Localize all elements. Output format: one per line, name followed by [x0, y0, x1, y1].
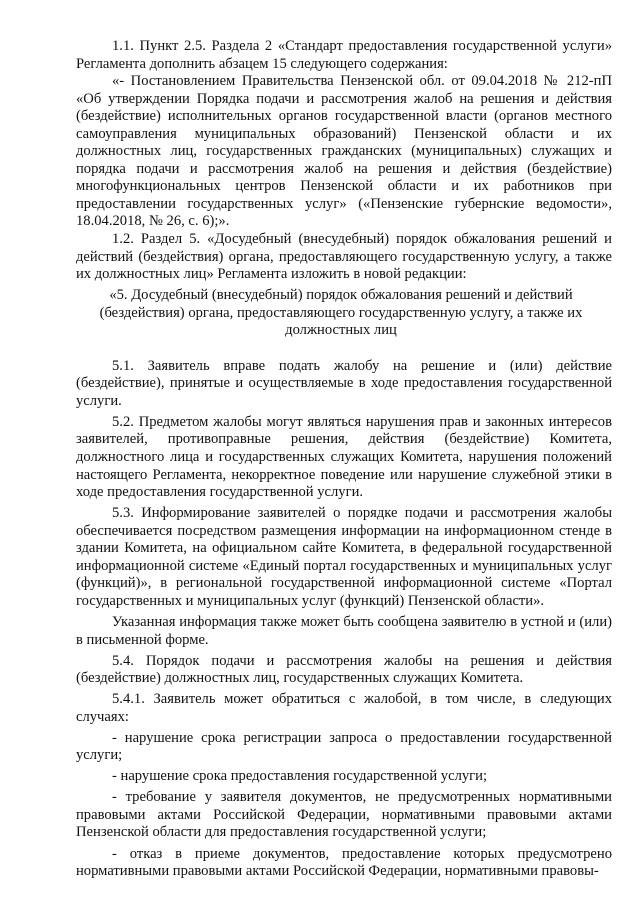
- paragraph-5-3-oral-info: Указанная информация также может быть сообщена заявителю в устной и (или) в письменной форме.: [76, 613, 612, 648]
- list-item-refusal-documents: - отказ в приеме документов, предоставление которых предусмотрено нормативными правовыми актами Российской Федерации, нормативными правовы-: [76, 845, 612, 880]
- section-5-heading: [76, 287, 606, 340]
- paragraph-5-4: 5.4. Порядок подачи и рассмотрения жалобы на решения и действия (бездействие) должностных лиц, государственных служащих Комитета.: [76, 652, 612, 687]
- heading-line-1: «5. Досудебный (внесудебный) порядок обжалования решений и действий: [109, 287, 573, 304]
- list-item-service-deadline: - нарушение срока предоставления государственной услуги;: [112, 768, 488, 785]
- heading-spacer: [76, 340, 612, 358]
- paragraph-1-2: 1.2. Раздел 5. «Досудебный (внесудебный) порядок обжалования решений и действий (бездействия) органа, предоставляющего государственную услугу, а также их должностных лиц» Регламента изложить в новой редакции:: [76, 231, 612, 283]
- paragraph-5-1: 5.1. Заявитель вправе подать жалобу на решение и (или) действие (бездействие), принятые и осуществляемые в ходе предоставления государственной услуги.: [76, 357, 612, 409]
- paragraph-5-4-1: 5.4.1. Заявитель может обратиться с жалобой, в том числе, в следующих случаях:: [76, 691, 612, 725]
- heading-line-3: должностных лиц: [285, 322, 397, 339]
- list-item-extra-documents: - требование у заявителя документов, не предусмотренных нормативными правовыми актами Российской Федерации, нормативными правовыми актами Пензенской области для предоставления государственной услуги;: [76, 789, 612, 841]
- heading-line-2: (бездействия) органа, предоставляющего государственную услугу, а также их: [99, 304, 583, 321]
- paragraph-1-1: 1.1. Пункт 2.5. Раздела 2 «Стандарт предоставления государственной услуги» Регламента дополнить абзацем 15 следующего содержания:: [76, 38, 612, 72]
- paragraph-5-3: 5.3. Информирование заявителей о порядке подачи и рассмотрения жалобы обеспечивается посредством размещения информации на информационном стенде в здании Комитета, на официальном сайте Комитета, в федеральной государственной информационной системе «Единый портал государственных и муниципальных услуг (функций)», в региональной государственной информационной системе «Портал государственных и муниципальных услуг (функций) Пензенской области».: [76, 505, 612, 609]
- paragraph-regulation-citation: «- Постановлением Правительства Пензенской обл. от 09.04.2018 № 212-пП «Об утверждении Порядка подачи и рассмотрения жалоб на решения и действия (бездействие) исполнительных органов государственной власти (органов местного самоуправления муниципальных образований) Пензенской области и их должностных лиц, государственных гражданских (муниципальных) служащих и порядка подачи и рассмотрения жалоб на решения и действия (бездействие) многофункциональных центров Пензенской области и их работников при предоставлении государственных услуг» («Пензенские губернские ведомости», 18.04.2018, № 26, с. 6);».: [76, 73, 612, 230]
- paragraph-5-2: 5.2. Предметом жалобы могут являться нарушения прав и законных интересов заявителей, противоправные решения, действия (бездействие) Комитета, должностного лица и государственных служащих Комитета, нарушения положений настоящего Регламента, некорректное поведение или нарушение служебной этики в ходе предоставления государственной услуги.: [76, 413, 612, 501]
- list-item-registration-deadline: - нарушение срока регистрации запроса о предоставлении государственной услуги;: [76, 729, 612, 764]
